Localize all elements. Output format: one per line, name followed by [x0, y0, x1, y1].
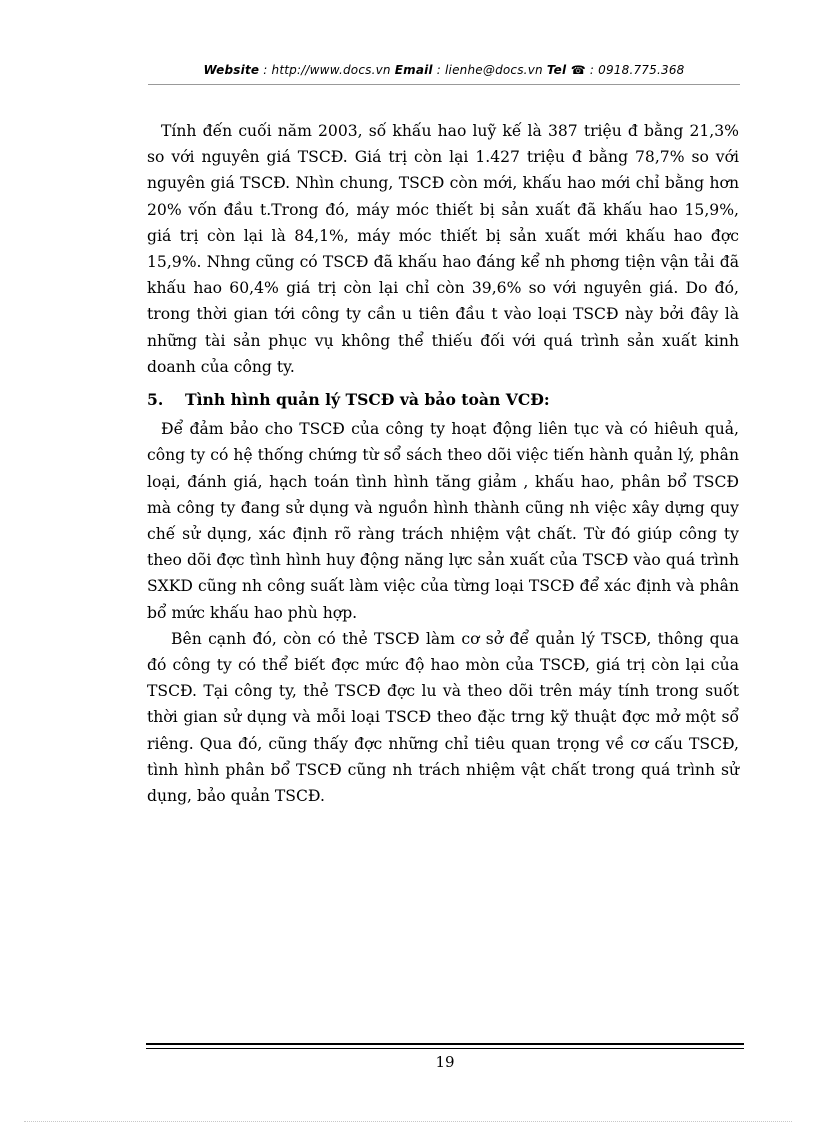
section-title: Tình hình quản lý TSCĐ và bảo toàn VCĐ:	[185, 390, 550, 410]
website-label: Website	[203, 63, 260, 77]
paragraph-management: Để đảm bảo cho TSCĐ của công ty hoạt động liên tục và có hiêuh quả, công ty có hệ thống chứng từ sổ sách theo dõi việc tiến hành quản lý, phân loại, đánh giá, hạch toán tình hình tăng giảm , khấu hao, phân bổ TSCĐ mà công ty đang sử dụng và nguồn hình thành cũng nh việc xây dựng quy chế sử dụng, xác định rõ ràng trách nhiệm vật chất. Từ đó giúp công ty theo dõi đợc tình hình huy động năng lực sản xuất của TSCĐ vào quá trình SXKD cũng nh công suất làm việc của từng loại TSCĐ để xác định và phân bổ mức khấu hao phù hợp.	[147, 420, 739, 622]
tel-label: Tel ☎	[546, 63, 586, 77]
email-address[interactable]: : lienhe@docs.vn	[436, 63, 543, 77]
page-edge-border	[24, 1121, 792, 1122]
page-number: 19	[435, 1053, 455, 1071]
paragraph-depreciation: Tính đến cuối năm 2003, số khấu hao luỹ kế là 387 triệu đ bằng 21,3% so với nguyên giá TSCĐ. Giá trị còn lại 1.427 triệu đ bằng 78,7% so với nguyên giá TSCĐ. Nhìn chung, TSCĐ còn mới, khấu hao mới chỉ bằng hơn 20% vốn đầu t.Trong đó, máy móc thiết bị sản xuất đã khấu hao 15,9%, giá trị còn lại là 84,1%, máy móc thiết bị sản xuất mới khấu hao đợc 15,9%. Nhng cũng có TSCĐ đã khấu hao đáng kể nh phơng tiện vận tải đã khấu hao 60,4% giá trị còn lại chỉ còn 39,6% so với nguyên giá. Do đó, trong thời gian tới công ty cần u tiên đầu t vào loại TSCĐ này bởi đây là những tài sản phục vụ không thể thiếu đối với quá trình sản xuất kinh doanh của công ty.	[147, 122, 739, 376]
document-body	[147, 118, 739, 809]
footer-divider-thick	[146, 1043, 744, 1045]
footer-divider-thin	[146, 1048, 744, 1049]
page-header	[148, 63, 740, 77]
website-url[interactable]: : http://www.docs.vn	[263, 63, 391, 77]
header-divider	[148, 84, 740, 85]
tel-number: : 0918.775.368	[589, 63, 685, 77]
paragraph-asset-card: Bên cạnh đó, còn có thẻ TSCĐ làm cơ sở để quản lý TSCĐ, thông qua đó công ty có thể biết đợc mức độ hao mòn của TSCĐ, giá trị còn lại của TSCĐ. Tại công ty, thẻ TSCĐ đợc lu và theo dõi trên máy tính trong suốt thời gian sử dụng và mỗi loại TSCĐ theo đặc trng kỹ thuật đợc mở một sổ riêng. Qua đó, cũng thấy đợc những chỉ tiêu quan trọng về cơ cấu TSCĐ, tình hình phân bổ TSCĐ cũng nh trách nhiệm vật chất trong quá trình sử dụng, bảo quản TSCĐ.	[147, 629, 739, 806]
section-heading	[147, 387, 739, 413]
section-number: 5.	[147, 390, 164, 410]
email-label: Email	[394, 63, 433, 77]
